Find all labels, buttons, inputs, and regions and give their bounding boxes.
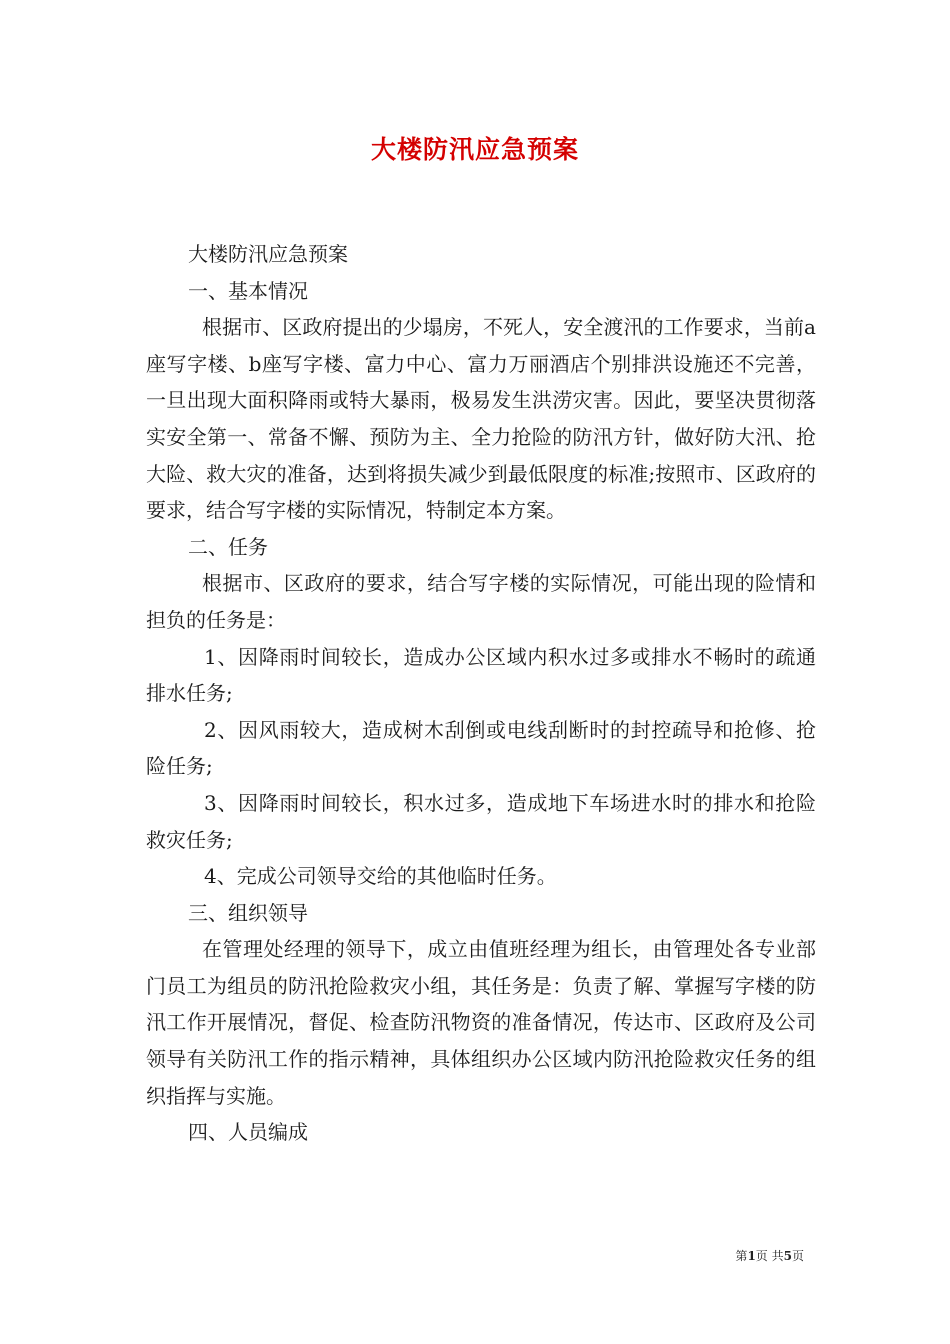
task-item-4: 4、完成公司领导交给的其他临时任务。 (204, 864, 557, 889)
task-item-1: 1、因降雨时间较长，造成办公区域内积水过多或排水不畅时的疏通排水任务; (146, 644, 816, 706)
section-heading-organization: 三、组织领导 (188, 900, 308, 925)
section-heading-tasks: 二、任务 (188, 534, 268, 559)
footer-suffix: 页 (791, 1249, 804, 1263)
footer-total-pages: 5 (783, 1249, 792, 1263)
task-item-3: 3、因降雨时间较长，积水过多，造成地下车场进水时的排水和抢险救灾任务; (146, 790, 816, 852)
footer-prefix: 第 (735, 1249, 748, 1263)
task-item-2: 2、因风雨较大，造成树木刮倒或电线刮断时的封控疏导和抢修、抢险任务; (146, 717, 816, 779)
document-subtitle: 大楼防汛应急预案 (188, 242, 348, 266)
document-body (146, 236, 816, 1151)
page-number-footer (735, 1247, 804, 1264)
section-heading-staffing: 四、人员编成 (188, 1120, 308, 1145)
paragraph-tasks-intro: 根据市、区政府的要求，结合写字楼的实际情况，可能出现的险情和担负的任务是： (146, 571, 816, 632)
paragraph-organization: 在管理处经理的领导下，成立由值班经理为组长，由管理处各专业部门员工为组员的防汛抢险救灾小组，其任务是：负责了解、掌握写字楼的防汛工作开展情况，督促、检查防汛物资的准备情况，传达市、区政府及公司领导有关防汛工作的指示精神，具体组织办公区域内防汛抢险救灾任务的组织指挥与实施。 (146, 937, 816, 1108)
footer-page-number: 1 (747, 1249, 756, 1263)
document-title: 大楼防汛应急预案 (370, 135, 579, 164)
paragraph-basic: 根据市、区政府提出的少塌房，不死人，安全渡汛的工作要求，当前a座写字楼、b座写字楼、富力中心、富力万丽酒店个别排洪设施还不完善，一旦出现大面积降雨或特大暴雨，极易发生洪涝灾害。因此，要坚决贯彻落实安全第一、常备不懈、预防为主、全力抢险的防汛方针，做好防大汛、抢大险、救大灾的准备，达到将损失减少到最低限度的标准;按照市、区政府的要求，结合写字楼的实际情况，特制定本方案。 (146, 315, 816, 523)
section-heading-basic: 一、基本情况 (188, 278, 308, 303)
footer-middle: 页 共 (755, 1249, 784, 1263)
